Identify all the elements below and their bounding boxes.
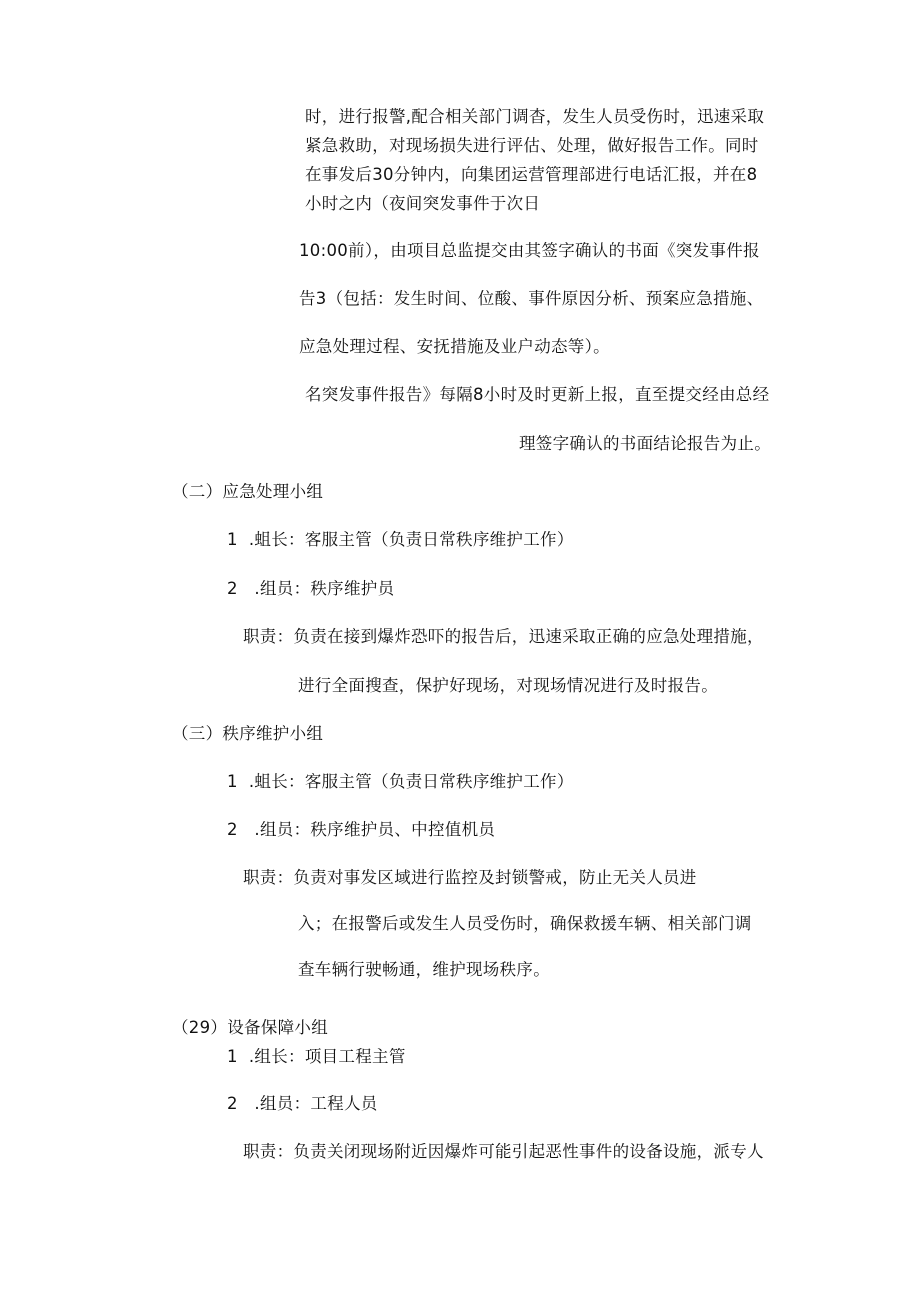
list-item: 2 .组员：秩序维护员、中控值机员 (227, 820, 496, 839)
list-item: 1 .蛆长：客服主管（负责日常秩序维护工作） (227, 772, 574, 791)
section-heading: （29）设备保障小组 (172, 1018, 328, 1037)
paragraph-line: 理签字确认的书面结论报告为止。 (519, 434, 771, 453)
duty-line: 进行全面搜查，保护好现场，对现场情况进行及时报告。 (298, 676, 718, 695)
paragraph-line: 应急处理过程、安抚措施及业户动态等）。 (299, 337, 610, 356)
list-item: 2 .组员：工程人员 (227, 1094, 378, 1113)
paragraph-line: 10:00前），由项目总监提交由其签字确认的书面《突发事件报 (299, 241, 760, 260)
list-item: 2 .组员：秩序维护员 (227, 579, 395, 598)
paragraph-line: 告3（包括：发生时间、位酸、事件原因分析、预案应急措施、 (299, 289, 764, 308)
section-heading: （二）应急处理小组 (172, 482, 324, 501)
paragraph-line: 名突发事件报告》每隔8小时及时更新上报，直至提交经由总经 (305, 385, 770, 404)
duty-line: 职责：负责对事发区域进行监控及封锁警戒，防止无关人员进 (243, 868, 697, 887)
duty-line: 职责：负责在接到爆炸恐吓的报告后，迅速采取正确的应急处理措施， (243, 627, 764, 646)
duty-line: 职责：负责关闭现场附近因爆炸可能引起恶性事件的设备设施，派专人 (243, 1142, 764, 1161)
duty-line: 入；在报警后或发生人员受伤时，确保救援车辆、相关部门调 (298, 914, 752, 933)
paragraph-line: 在事发后30分钟内，向集团运营管理部进行电话汇报，并在8 (305, 165, 758, 184)
paragraph-line: 时，进行报警,配合相关部门调杳，发生人员受伤时，迅速采取 (305, 107, 765, 126)
list-item: 1 .组长：项目工程主管 (227, 1047, 406, 1066)
list-item: 1 .蛆长：客服主管（负责日常秩序维护工作） (227, 530, 574, 549)
duty-line: 查车辆行驶畅通，维护现场秩序。 (298, 960, 550, 979)
section-heading: （三）秩序维护小组 (172, 724, 324, 743)
paragraph-line: 小时之内（夜间突发事件于次日 (305, 194, 541, 213)
paragraph-line: 紧急救助，对现场损失进行评估、处理，做好报告工作。同时 (305, 136, 759, 155)
